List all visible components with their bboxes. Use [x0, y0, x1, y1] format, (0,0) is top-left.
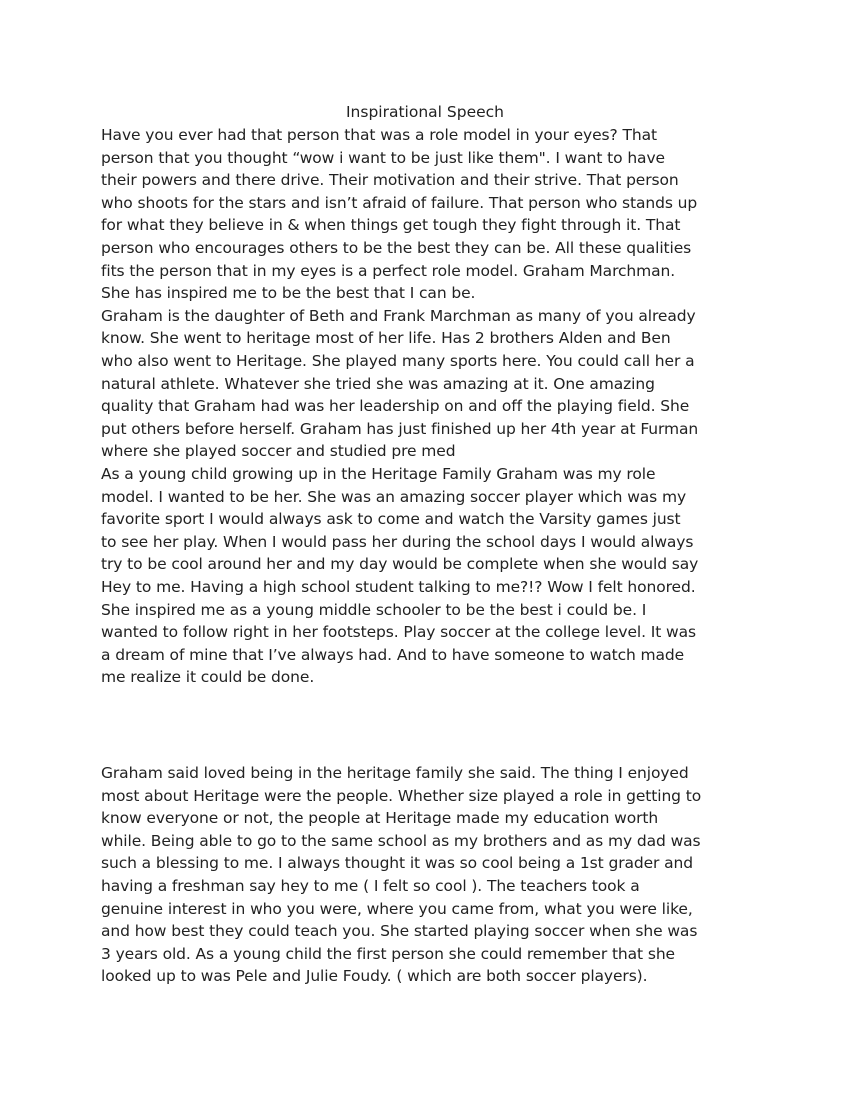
paragraph-1-line-5: for what they believe in & when things get tough they fight through it. That	[101, 216, 681, 235]
paragraph-3-line-3: favorite sport I would always ask to come and watch the Varsity games just	[101, 510, 681, 529]
paragraph-3-line-7: She inspired me as a young middle schooler to be the best i could be. I	[101, 600, 647, 619]
paragraph-2-line-1: Graham is the daughter of Beth and Frank Marchman as many of you already	[101, 306, 696, 325]
paragraph-4-line-1: Graham said loved being in the heritage family she said. The thing I enjoyed	[101, 764, 689, 782]
paragraph-1-line-3: their powers and there drive. Their motivation and their strive. That person	[101, 171, 679, 190]
paragraph-4-line-8: and how best they could teach you. She started playing soccer when she was	[101, 922, 698, 941]
paragraph-2-line-6: put others before herself. Graham has just finished up her 4th year at Furman	[101, 419, 699, 438]
paragraph-2-line-2: know. She went to heritage most of her life. Has 2 brothers Alden and Ben	[101, 329, 671, 348]
paragraph-2-line-7: where she played soccer and studied pre med	[101, 442, 456, 461]
paragraph-4-line-7: genuine interest in who you were, where you came from, what you were like,	[101, 899, 693, 918]
paragraph-3-line-9: a dream of mine that I’ve always had. And to have someone to watch made	[101, 645, 685, 664]
document-title: Inspirational Speech	[345, 103, 504, 121]
paragraph-3-line-6: Hey to me. Having a high school student talking to me?!? Wow I felt honored.	[101, 578, 696, 596]
paragraph-2-line-4: natural athlete. Whatever she tried she was amazing at it. One amazing	[101, 374, 655, 393]
paragraph-4-line-2: most about Heritage were the people. Whether size played a role in getting to	[101, 786, 702, 805]
paragraph-1-line-6: person who encourages others to be the best they can be. All these qualities	[101, 239, 692, 257]
paragraph-4-line-9: 3 years old. As a young child the first person she could remember that she	[101, 944, 675, 963]
paragraph-4-line-3: know everyone or not, the people at Heritage made my education worth	[101, 809, 659, 828]
paragraph-3-line-2: model. I wanted to be her. She was an amazing soccer player which was my	[101, 487, 687, 506]
paragraph-3-line-10: me realize it could be done.	[101, 668, 315, 687]
paragraph-4-line-4: while. Being able to go to the same school as my brothers and as my dad was	[101, 831, 701, 850]
paragraph-1-line-1: Have you ever had that person that was a role model in your eyes? That	[101, 126, 657, 144]
paragraph-2-line-5: quality that Graham had was her leadership on and off the playing field. She	[101, 397, 690, 416]
paragraph-3-line-1: As a young child growing up in the Heritage Family Graham was my role	[101, 465, 656, 483]
paragraph-3-line-8: wanted to follow right in her footsteps. Play soccer at the college level. It was	[101, 623, 696, 642]
paragraph-4-line-5: such a blessing to me. I always thought it was so cool being a 1st grader and	[101, 854, 694, 873]
paragraph-4-line-6: having a freshman say hey to me ( I felt so cool ). The teachers took a	[101, 877, 640, 895]
paragraph-3-line-5: try to be cool around her and my day would be complete when she would say	[101, 555, 699, 574]
paragraph-1-line-7: fits the person that in my eyes is a perfect role model. Graham Marchman.	[101, 261, 676, 280]
paragraph-1-line-2: person that you thought “wow i want to be just like them". I want to have	[101, 148, 665, 167]
paragraph-2-line-3: who also went to Heritage. She played many sports here. You could call her a	[101, 352, 695, 370]
paragraph-1-line-4: who shoots for the stars and isn’t afraid of failure. That person who stands up	[101, 193, 698, 212]
paragraph-4-line-10: looked up to was Pele and Julie Foudy. ( which are both soccer players).	[101, 967, 648, 986]
paragraph-3-line-4: to see her play. When I would pass her during the school days I would always	[101, 532, 694, 551]
paragraph-1-line-8: She has inspired me to be the best that I can be.	[101, 284, 476, 303]
